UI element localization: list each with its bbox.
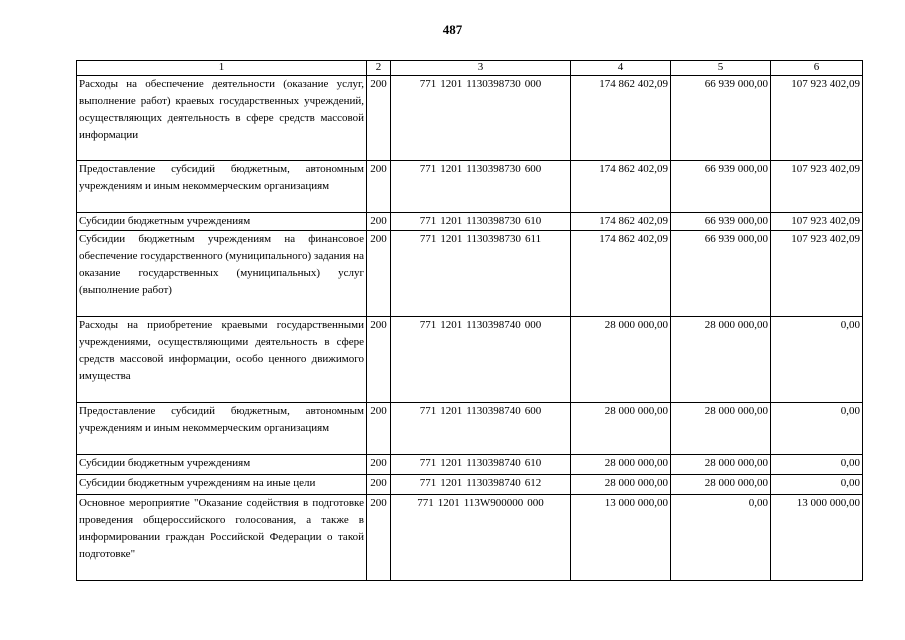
row-name: Субсидии бюджетным учреждениям на финансовое обеспечение государственного (муниципального) задания на оказание государственных (муниципальных) услуг (выполнение работ) bbox=[77, 231, 367, 317]
page-number: 487 bbox=[442, 22, 463, 37]
row-col2: 200 bbox=[367, 475, 391, 495]
row-value-4: 174 862 402,09 bbox=[571, 231, 671, 317]
row-code bbox=[391, 317, 571, 403]
row-value-6: 107 923 402,09 bbox=[771, 76, 863, 161]
code-section: 1201 bbox=[437, 497, 460, 509]
row-code bbox=[391, 213, 571, 231]
column-header-4: 4 bbox=[571, 61, 671, 76]
row-value-5: 28 000 000,00 bbox=[671, 403, 771, 455]
table-row bbox=[77, 231, 863, 317]
row-value-6: 0,00 bbox=[771, 455, 863, 475]
code-ministry: 771 bbox=[417, 497, 434, 509]
row-value-6: 107 923 402,09 bbox=[771, 213, 863, 231]
column-header-2: 2 bbox=[367, 61, 391, 76]
code-target: 1130398730 bbox=[466, 215, 521, 227]
code-ministry: 771 bbox=[419, 78, 437, 90]
code-target: 1130398730 bbox=[466, 78, 521, 90]
code-expense-type: 000 bbox=[524, 78, 542, 90]
row-value-4: 28 000 000,00 bbox=[571, 475, 671, 495]
row-name: Предоставление субсидий бюджетным, автономным учреждениям и иным некоммерческим организациям bbox=[77, 403, 367, 455]
code-section: 1201 bbox=[440, 457, 463, 469]
row-value-6: 0,00 bbox=[771, 317, 863, 403]
table-row bbox=[77, 475, 863, 495]
row-value-5: 66 939 000,00 bbox=[671, 161, 771, 213]
row-col2: 200 bbox=[367, 317, 391, 403]
row-code bbox=[391, 475, 571, 495]
row-value-5: 66 939 000,00 bbox=[671, 213, 771, 231]
table-row bbox=[77, 161, 863, 213]
column-header-3: 3 bbox=[391, 61, 571, 76]
code-section: 1201 bbox=[440, 233, 463, 245]
row-value-5: 0,00 bbox=[671, 495, 771, 581]
row-value-6: 0,00 bbox=[771, 475, 863, 495]
code-expense-type: 611 bbox=[525, 233, 542, 245]
row-value-4: 174 862 402,09 bbox=[571, 213, 671, 231]
header-row bbox=[77, 61, 863, 76]
row-col2: 200 bbox=[367, 161, 391, 213]
code-ministry: 771 bbox=[419, 477, 437, 489]
row-name: Субсидии бюджетным учреждениям на иные цели bbox=[77, 475, 367, 495]
row-value-5: 66 939 000,00 bbox=[671, 76, 771, 161]
code-expense-type: 610 bbox=[524, 215, 542, 227]
table-row bbox=[77, 76, 863, 161]
row-col2: 200 bbox=[367, 213, 391, 231]
code-section: 1201 bbox=[440, 163, 463, 175]
row-value-6: 107 923 402,09 bbox=[771, 161, 863, 213]
row-name: Расходы на приобретение краевыми государственными учреждениями, осуществляющими деятельность в сфере средств массовой информации, особо ценного движимого имущества bbox=[77, 317, 367, 403]
code-section: 1201 bbox=[440, 78, 463, 90]
code-ministry: 771 bbox=[419, 319, 437, 331]
code-ministry: 771 bbox=[419, 163, 437, 175]
row-col2: 200 bbox=[367, 455, 391, 475]
code-target: 113W900000 bbox=[463, 497, 524, 509]
row-code bbox=[391, 495, 571, 581]
column-header-5: 5 bbox=[671, 61, 771, 76]
row-name: Расходы на обеспечение деятельности (оказание услуг, выполнение работ) краевых государственных учреждений, осуществляющих деятельность в сфере средств массовой информации bbox=[77, 76, 367, 161]
table-row bbox=[77, 317, 863, 403]
code-expense-type: 612 bbox=[524, 477, 542, 489]
table-row bbox=[77, 495, 863, 581]
code-target: 1130398740 bbox=[466, 405, 521, 417]
code-ministry: 771 bbox=[419, 233, 437, 245]
row-code bbox=[391, 76, 571, 161]
row-name: Субсидии бюджетным учреждениям bbox=[77, 455, 367, 475]
row-value-6: 0,00 bbox=[771, 403, 863, 455]
row-value-5: 28 000 000,00 bbox=[671, 317, 771, 403]
code-section: 1201 bbox=[440, 215, 463, 227]
row-value-5: 66 939 000,00 bbox=[671, 231, 771, 317]
row-value-4: 28 000 000,00 bbox=[571, 455, 671, 475]
code-target: 1130398730 bbox=[466, 163, 521, 175]
table-row bbox=[77, 213, 863, 231]
table-row bbox=[77, 455, 863, 475]
row-code bbox=[391, 161, 571, 213]
row-value-6: 107 923 402,09 bbox=[771, 231, 863, 317]
code-target: 1130398740 bbox=[466, 319, 521, 331]
row-value-6: 13 000 000,00 bbox=[771, 495, 863, 581]
code-expense-type: 600 bbox=[524, 163, 542, 175]
row-value-4: 28 000 000,00 bbox=[571, 403, 671, 455]
row-name: Предоставление субсидий бюджетным, автономным учреждениям и иным некоммерческим организациям bbox=[77, 161, 367, 213]
code-ministry: 771 bbox=[419, 457, 437, 469]
row-col2: 200 bbox=[367, 495, 391, 581]
row-value-4: 174 862 402,09 bbox=[571, 76, 671, 161]
column-header-6: 6 bbox=[771, 61, 863, 76]
row-name: Субсидии бюджетным учреждениям bbox=[77, 213, 367, 231]
code-expense-type: 610 bbox=[524, 457, 542, 469]
row-value-4: 28 000 000,00 bbox=[571, 317, 671, 403]
row-code bbox=[391, 231, 571, 317]
row-value-4: 174 862 402,09 bbox=[571, 161, 671, 213]
row-col2: 200 bbox=[367, 231, 391, 317]
code-target: 1130398730 bbox=[466, 233, 521, 245]
row-code bbox=[391, 403, 571, 455]
code-expense-type: 600 bbox=[524, 405, 542, 417]
code-section: 1201 bbox=[440, 405, 463, 417]
code-target: 1130398740 bbox=[466, 477, 521, 489]
column-header-1: 1 bbox=[77, 61, 367, 76]
row-col2: 200 bbox=[367, 76, 391, 161]
row-value-5: 28 000 000,00 bbox=[671, 475, 771, 495]
code-section: 1201 bbox=[440, 319, 463, 331]
row-value-4: 13 000 000,00 bbox=[571, 495, 671, 581]
row-col2: 200 bbox=[367, 403, 391, 455]
code-target: 1130398740 bbox=[466, 457, 521, 469]
row-code bbox=[391, 455, 571, 475]
code-expense-type: 000 bbox=[527, 497, 544, 509]
row-name: Основное мероприятие "Оказание содействия в подготовке проведения общероссийского голосования, а также в информировании граждан Российской Федерации о такой подготовке" bbox=[77, 495, 367, 581]
code-ministry: 771 bbox=[419, 215, 437, 227]
budget-table bbox=[76, 60, 863, 581]
code-section: 1201 bbox=[440, 477, 463, 489]
row-value-5: 28 000 000,00 bbox=[671, 455, 771, 475]
table-row bbox=[77, 403, 863, 455]
code-ministry: 771 bbox=[419, 405, 437, 417]
code-expense-type: 000 bbox=[524, 319, 542, 331]
